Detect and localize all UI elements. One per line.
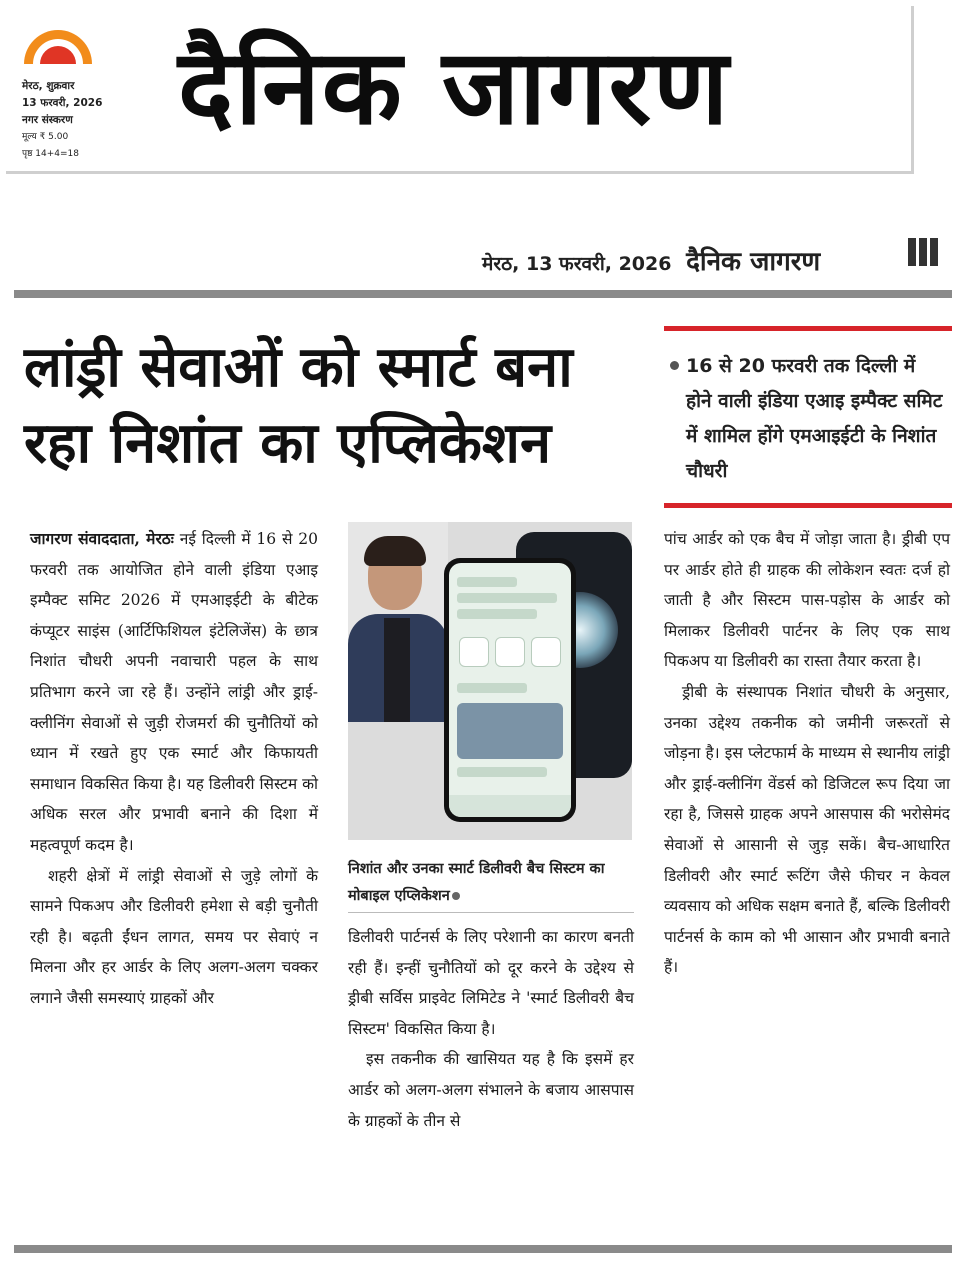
highlight-box bbox=[664, 326, 952, 508]
bars-icon bbox=[908, 238, 942, 268]
bottom-rule bbox=[14, 1245, 952, 1253]
highlight-text: 16 से 20 फरवरी तक दिल्ली में होने वाली इंडिया एआइ इम्पैक्ट समिट में शामिल होंगे एमआइईटी के निशांत चौधरी bbox=[686, 355, 943, 482]
photo-caption bbox=[348, 856, 634, 910]
page-dateline: मेरठ, 13 फरवरी, 2026 bbox=[482, 253, 672, 275]
article-photo bbox=[348, 522, 632, 840]
article-column-2 bbox=[348, 922, 634, 1136]
phone-front-icon bbox=[444, 558, 576, 822]
article-column-1 bbox=[30, 524, 318, 1014]
paragraph: नई दिल्ली में 16 से 20 फरवरी तक आयोजित होने वाली इंडिया एआइ इम्पैक्ट समिट 2026 में एमआइईटी के बीटेक कंप्यूटर साइंस (आर्टिफिशियल इंटेलिजेंस) के छात्र निशांत चौधरी अपनी नवाचारी पहल के साथ प्रतिभाग करने जा रहे हैं। उन्होंने लांड्री और ड्राई-क्लीनिंग सेवाओं से जुड़ी रोजमर्रा की चुनौतियों को ध्यान में रखते हुए एक स्मार्ट और किफायती समाधान विकसित किया है। यह डिलीवरी सिस्टम को अधिक सरल और प्रभावी बनाने की दिशा में महत्वपूर्ण कदम है। bbox=[30, 530, 318, 854]
caption-divider bbox=[348, 912, 634, 913]
price: मूल्य ₹ 5.00 bbox=[22, 132, 69, 142]
city-day: मेरठ, शुक्रवार bbox=[22, 80, 75, 92]
paragraph: शहरी क्षेत्रों में लांड्री सेवाओं से जुड़े लोगों के सामने पिकअप और डिलीवरी हमेशा से बड़ी चुनौती रही है। बढ़ती ईंधन लागत, समय पर सेवाएं न मिलना और हर आर्डर के लिए अलग-अलग चक्कर लगाने जैसी समस्याएं ग्राहकों और bbox=[30, 866, 318, 1007]
edition-name: नगर संस्करण bbox=[22, 114, 73, 126]
masthead bbox=[6, 6, 914, 174]
top-rule bbox=[14, 290, 952, 298]
page-header-brand: दैनिक जागरण bbox=[686, 247, 821, 277]
paragraph: इस तकनीक की खासियत यह है कि इसमें हर आर्डर को अलग-अलग संभालने के बजाय आसपास के ग्राहकों के तीन से bbox=[348, 1050, 634, 1130]
page-count: पृष्ठ 14+4=18 bbox=[22, 149, 79, 159]
masthead-date: 13 फरवरी, 2026 bbox=[22, 97, 103, 109]
app-screen bbox=[449, 563, 571, 817]
byline: जागरण संवाददाता, मेरठः bbox=[30, 529, 174, 548]
caption-dot-icon bbox=[452, 892, 460, 900]
paragraph: ड्रीबी के संस्थापक निशांत चौधरी के अनुसार, उनका उद्देश्य तकनीक को जमीनी जरूरतों से जोड़ना है। इस प्लेटफार्म के माध्यम से स्थानीय लांड्री और ड्राई-क्लीनिंग वेंडर्स को डिजिटल रूप दिया जा रहा है, जिससे ग्राहक अपने आसपास की भरोसेमंद सेवाओं से आसानी से जुड़ सकें। बैच-आधारित डिलीवरी और स्मार्ट रूटिंग जैसे फीचर न केवल व्यवसाय को अधिक सक्षम बनाते हैं, बल्कि डिलीवरी पार्टनर्स के काम को भी आसान और प्रभावी बनाते हैं। bbox=[664, 682, 950, 977]
edition-info bbox=[22, 78, 102, 163]
paragraph: डिलीवरी पार्टनर्स के लिए परेशानी का कारण बनती रही हैं। इन्हीं चुनौतियों को दूर करने के उद्देश्य से ड्रीबी सर्विस प्राइवेट लिमिटेड ने 'स्मार्ट डिलीवरी बैच सिस्टम' विकसित किया है। bbox=[348, 928, 634, 1038]
page-header bbox=[482, 242, 820, 278]
sun-logo-icon bbox=[24, 30, 92, 64]
article-column-3 bbox=[664, 524, 950, 983]
newspaper-brand: दैनिक जागरण bbox=[178, 26, 731, 148]
paragraph: पांच आर्डर को एक बैच में जोड़ा जाता है। ड्रीबी एप पर आर्डर होते ही ग्राहक की लोकेशन स्वतः दर्ज हो जाती है और सिस्टम पास-पड़ोस के आर्डर को मिलाकर डिलीवरी पार्टनर के लिए एक साथ पिकअप या डिलीवरी का रास्ता तैयार करता है। bbox=[664, 530, 950, 671]
article-headline: लांड्री सेवाओं को स्मार्ट बना रहा निशांत का एप्लिकेशन bbox=[24, 335, 573, 476]
caption-text: निशांत और उनका स्मार्ट डिलीवरी बैच सिस्टम का मोबाइल एप्लिकेशन bbox=[348, 861, 605, 904]
bullet-icon bbox=[670, 361, 679, 370]
